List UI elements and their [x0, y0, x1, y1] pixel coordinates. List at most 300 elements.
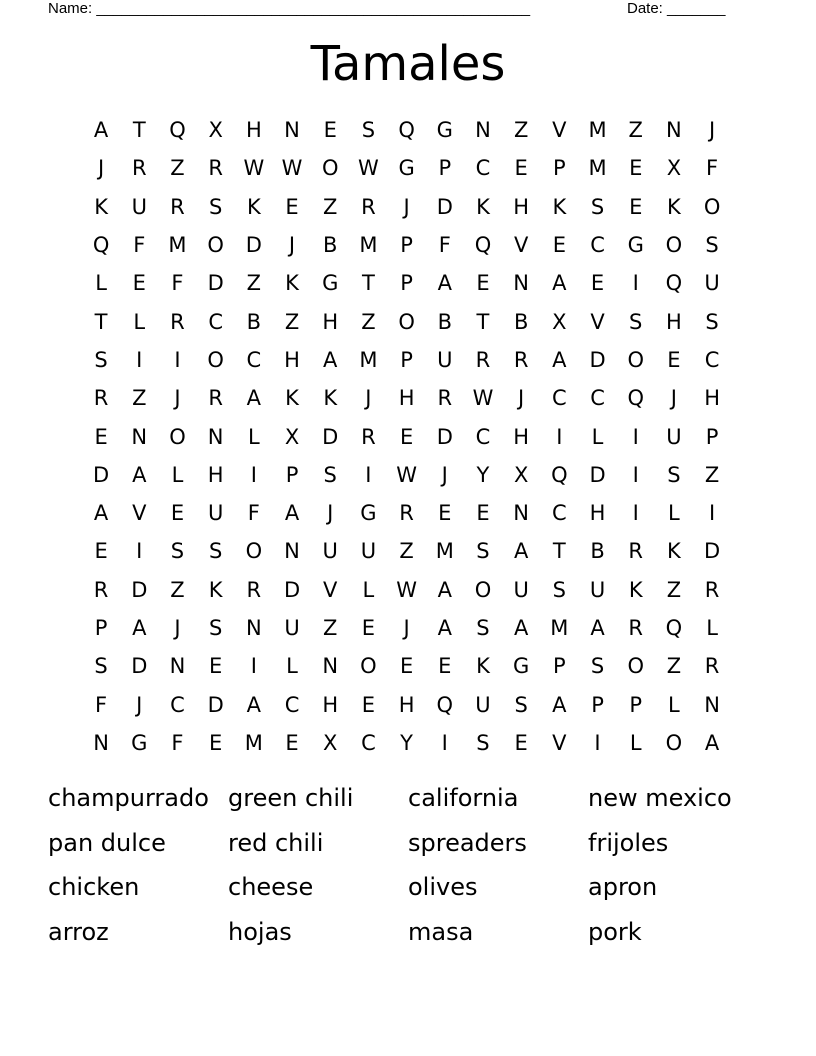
grid-cell: D: [589, 462, 606, 487]
grid-cell: P: [400, 347, 413, 372]
header-line: [48, 0, 748, 20]
grid-cell: H: [322, 309, 339, 334]
grid-cell: R: [170, 194, 185, 219]
grid-cell: L: [95, 271, 107, 296]
grid-cell: M: [550, 616, 569, 640]
grid-cell: I: [365, 462, 372, 487]
grid-cell: R: [361, 424, 376, 449]
grid-cell: R: [361, 194, 376, 219]
grid-cell: F: [95, 692, 108, 717]
grid-cell: R: [704, 654, 720, 679]
grid-cell: E: [514, 156, 528, 181]
grid-cell: Q: [169, 118, 186, 143]
grid-cell: Y: [476, 462, 490, 487]
grid-cell: J: [441, 462, 448, 487]
grid-cell: S: [476, 539, 490, 564]
grid-cell: U: [207, 501, 224, 526]
grid-cell: J: [403, 616, 410, 640]
grid-row: [82, 226, 732, 264]
word-bank-item: pan dulce: [48, 828, 166, 857]
grid-cell: N: [704, 692, 720, 717]
grid-cell: X: [666, 156, 682, 181]
grid-cell: R: [93, 577, 109, 602]
grid-cell: J: [670, 386, 677, 411]
grid-cell: Q: [551, 462, 568, 487]
grid-cell: Q: [474, 233, 492, 258]
grid-cell: M: [588, 118, 607, 143]
grid-cell: P: [285, 462, 299, 487]
grid-cell: T: [552, 539, 566, 564]
grid-cell: A: [552, 347, 567, 372]
grid-cell: H: [284, 347, 300, 372]
grid-cell: R: [628, 539, 644, 564]
grid-cell: L: [286, 654, 298, 679]
grid-cell: Q: [627, 386, 644, 411]
grid-cell: L: [629, 730, 642, 755]
grid-row: [82, 532, 732, 570]
grid-cell: M: [588, 156, 607, 181]
grid-cell: A: [437, 271, 452, 296]
grid-cell: R: [437, 386, 453, 411]
grid-cell: O: [207, 347, 224, 372]
grid-cell: P: [553, 654, 566, 679]
grid-cell: N: [245, 616, 262, 640]
grid-cell: E: [552, 233, 566, 258]
grid-cell: D: [589, 347, 606, 372]
grid-cell: J: [174, 616, 181, 640]
grid-cell: L: [668, 692, 680, 717]
grid-cell: I: [632, 271, 639, 296]
grid-cell: N: [131, 424, 148, 449]
grid-cell: P: [94, 616, 108, 640]
grid-cell: R: [246, 577, 262, 602]
grid-cell: I: [441, 730, 448, 755]
grid-cell: X: [284, 424, 300, 449]
grid-cell: S: [208, 194, 223, 219]
grid-cell: A: [437, 577, 452, 602]
grid-cell: X: [513, 462, 529, 487]
grid-cell: Q: [398, 118, 415, 143]
grid-cell: Z: [361, 309, 376, 334]
grid-cell: O: [665, 730, 683, 755]
grid-cell: F: [171, 730, 184, 755]
grid-cell: K: [208, 577, 223, 602]
grid-cell: V: [132, 501, 147, 526]
grid-cell: N: [93, 730, 109, 755]
grid-cell: G: [360, 501, 377, 526]
grid-cell: Z: [323, 194, 338, 219]
grid-cell: H: [513, 424, 530, 449]
grid-cell: R: [628, 616, 644, 640]
grid-cell: S: [705, 309, 719, 334]
grid-cell: W: [472, 386, 494, 411]
grid-cell: S: [514, 692, 528, 717]
grid-cell: V: [513, 233, 529, 258]
grid-cell: Q: [665, 616, 683, 640]
grid-cell: Z: [704, 462, 720, 487]
grid-cell: W: [396, 462, 417, 487]
grid-cell: O: [398, 309, 415, 334]
grid-cell: W: [358, 156, 379, 181]
grid-cell: H: [666, 309, 682, 334]
grid-row: [82, 685, 732, 723]
grid-cell: O: [245, 539, 263, 564]
grid-cell: A: [704, 730, 720, 755]
grid-cell: H: [704, 386, 720, 411]
grid-cell: S: [552, 577, 567, 602]
grid-cell: N: [666, 118, 682, 143]
grid-cell: Z: [246, 271, 262, 296]
grid-cell: N: [284, 118, 300, 143]
grid-cell: S: [590, 194, 605, 219]
grid-cell: W: [243, 156, 265, 181]
grid-row: [82, 149, 732, 187]
grid-cell: R: [513, 347, 529, 372]
grid-cell: E: [209, 730, 223, 755]
grid-row: [82, 647, 732, 685]
grid-cell: D: [436, 194, 453, 219]
grid-cell: A: [246, 386, 262, 411]
grid-cell: E: [361, 692, 376, 717]
grid-cell: L: [171, 462, 184, 487]
grid-cell: E: [361, 616, 376, 640]
grid-cell: K: [323, 386, 338, 411]
grid-cell: U: [704, 271, 720, 296]
grid-cell: D: [704, 539, 721, 564]
grid-cell: K: [246, 194, 261, 219]
grid-cell: M: [435, 539, 454, 564]
letter-grid: [82, 111, 732, 762]
grid-cell: S: [170, 539, 185, 564]
grid-cell: S: [323, 462, 337, 487]
grid-cell: X: [208, 118, 223, 143]
grid-cell: I: [632, 424, 639, 449]
grid-cell: S: [361, 118, 376, 143]
grid-cell: V: [552, 730, 567, 755]
grid-cell: D: [322, 424, 339, 449]
grid-cell: M: [359, 233, 378, 258]
grid-cell: K: [628, 577, 643, 602]
grid-cell: I: [708, 501, 716, 526]
grid-cell: A: [552, 692, 567, 717]
word-bank-item: pork: [588, 917, 642, 946]
grid-cell: K: [476, 654, 490, 679]
grid-cell: R: [399, 501, 414, 526]
word-bank-item: olives: [408, 873, 478, 901]
grid-cell: N: [475, 118, 491, 143]
grid-cell: W: [396, 577, 417, 602]
grid-cell: M: [359, 347, 378, 372]
word-bank-item: cheese: [228, 873, 314, 901]
grid-cell: Z: [170, 156, 185, 181]
grid-cell: T: [361, 271, 375, 296]
grid-cell: N: [513, 501, 530, 526]
grid-cell: E: [94, 539, 108, 564]
grid-cell: C: [284, 692, 300, 717]
grid-cell: Z: [666, 577, 682, 602]
grid-cell: C: [170, 692, 185, 717]
grid-cell: A: [93, 118, 109, 143]
grid-cell: H: [207, 462, 224, 487]
grid-row: [82, 111, 732, 149]
grid-cell: S: [94, 347, 108, 372]
grid-cell: R: [208, 386, 223, 411]
grid-cell: Z: [628, 118, 643, 143]
word-bank-item: green chili: [228, 784, 354, 812]
grid-row: [82, 379, 732, 417]
grid-cell: F: [133, 233, 146, 258]
grid-cell: U: [475, 692, 491, 717]
grid-cell: A: [246, 692, 262, 717]
grid-cell: L: [706, 616, 718, 640]
grid-cell: J: [327, 501, 334, 526]
grid-cell: P: [629, 692, 643, 717]
grid-cell: D: [131, 654, 148, 679]
grid-cell: D: [245, 233, 262, 258]
grid-cell: O: [627, 654, 644, 679]
grid-cell: R: [131, 156, 147, 181]
grid-cell: N: [322, 654, 339, 679]
grid-cell: C: [552, 501, 567, 526]
grid-cell: C: [590, 386, 605, 411]
grid-cell: X: [552, 309, 567, 334]
word-bank-item: chicken: [48, 873, 140, 901]
grid-cell: I: [632, 462, 639, 487]
grid-cell: J: [97, 156, 105, 181]
word-bank-item: red chili: [228, 828, 324, 857]
grid-cell: I: [632, 501, 639, 526]
grid-cell: A: [93, 501, 109, 526]
grid-cell: E: [476, 271, 490, 296]
grid-cell: E: [590, 271, 605, 296]
grid-cell: Q: [665, 271, 683, 296]
grid-cell: Z: [399, 539, 414, 564]
grid-cell: C: [246, 347, 262, 372]
grid-cell: W: [281, 156, 303, 181]
grid-cell: S: [476, 616, 490, 640]
grid-row: [82, 341, 732, 379]
grid-row: [82, 456, 732, 494]
date-field: Date: _______: [627, 0, 726, 17]
grid-cell: O: [360, 654, 377, 679]
grid-cell: S: [667, 462, 681, 487]
page-title: Tamales: [310, 36, 506, 92]
grid-cell: C: [475, 156, 491, 181]
word-bank-item: new mexico: [588, 784, 732, 812]
grid-cell: D: [436, 424, 453, 449]
grid-cell: I: [136, 539, 143, 564]
grid-cell: U: [131, 194, 147, 219]
grid-cell: K: [285, 386, 299, 411]
grid-cell: N: [207, 424, 224, 449]
grid-cell: B: [246, 309, 262, 334]
grid-cell: I: [594, 730, 601, 755]
grid-row: [82, 571, 732, 609]
grid-cell: D: [131, 577, 148, 602]
grid-cell: H: [322, 692, 339, 717]
grid-cell: G: [513, 654, 530, 679]
grid-cell: T: [132, 118, 146, 143]
grid-cell: C: [552, 386, 567, 411]
grid-cell: L: [247, 424, 260, 449]
grid-cell: F: [171, 271, 184, 296]
grid-cell: E: [132, 271, 146, 296]
grid-cell: I: [250, 462, 257, 487]
grid-cell: E: [170, 501, 185, 526]
grid-cell: A: [132, 462, 147, 487]
grid-cell: A: [552, 271, 567, 296]
grid-cell: J: [288, 233, 296, 258]
grid-cell: E: [94, 424, 108, 449]
grid-cell: L: [133, 309, 146, 334]
grid-cell: H: [589, 501, 606, 526]
name-field: Name: ____________________________________________________: [48, 0, 531, 17]
grid-cell: I: [174, 347, 181, 372]
grid-cell: V: [323, 577, 338, 602]
grid-cell: A: [513, 539, 529, 564]
grid-cell: K: [94, 194, 108, 219]
grid-cell: G: [627, 233, 644, 258]
grid-cell: P: [438, 156, 452, 181]
grid-cell: J: [518, 386, 525, 411]
grid-cell: E: [476, 501, 490, 526]
word-bank-item: spreaders: [408, 828, 527, 857]
grid-cell: O: [665, 233, 683, 258]
grid-cell: E: [438, 501, 452, 526]
grid-cell: J: [174, 386, 181, 411]
grid-cell: B: [513, 309, 529, 334]
grid-cell: U: [589, 577, 606, 602]
grid-cell: N: [284, 539, 300, 564]
grid-cell: Y: [400, 730, 413, 755]
grid-cell: V: [590, 309, 605, 334]
grid-cell: Z: [284, 309, 300, 334]
grid-cell: K: [667, 539, 681, 564]
grid-cell: J: [136, 692, 143, 717]
grid-cell: S: [590, 654, 605, 679]
grid-row: [82, 417, 732, 455]
grid-cell: O: [703, 194, 721, 219]
grid-cell: U: [437, 347, 453, 372]
grid-row: [82, 609, 732, 647]
grid-cell: H: [245, 118, 262, 143]
word-bank-item: apron: [588, 873, 658, 901]
grid-cell: J: [708, 118, 716, 143]
grid-cell: E: [323, 118, 337, 143]
word-bank-item: hojas: [228, 917, 292, 946]
grid-cell: O: [207, 233, 224, 258]
grid-cell: G: [436, 118, 453, 143]
grid-cell: Z: [170, 577, 185, 602]
grid-cell: S: [94, 654, 108, 679]
grid-cell: C: [590, 233, 605, 258]
grid-cell: X: [323, 730, 338, 755]
word-bank-item: arroz: [48, 917, 109, 946]
grid-cell: R: [208, 156, 223, 181]
grid-cell: Q: [92, 233, 110, 258]
grid-cell: L: [668, 501, 680, 526]
grid-row: [82, 494, 732, 532]
grid-cell: K: [667, 194, 681, 219]
grid-row: [82, 264, 732, 302]
grid-cell: C: [361, 730, 376, 755]
grid-cell: N: [169, 654, 186, 679]
grid-cell: R: [704, 577, 720, 602]
grid-cell: Z: [513, 118, 529, 143]
grid-cell: A: [437, 616, 452, 640]
grid-cell: G: [131, 730, 148, 755]
grid-cell: F: [438, 233, 451, 258]
grid-cell: R: [93, 386, 109, 411]
grid-row: [82, 302, 732, 340]
grid-cell: D: [93, 462, 110, 487]
grid-cell: K: [285, 271, 299, 296]
word-bank-item: frijoles: [588, 828, 669, 857]
grid-cell: E: [399, 424, 414, 449]
grid-cell: V: [552, 118, 567, 143]
grid-cell: U: [513, 577, 529, 602]
grid-cell: E: [629, 194, 643, 219]
grid-cell: M: [168, 233, 187, 258]
grid-cell: P: [591, 692, 604, 717]
grid-cell: F: [706, 156, 719, 181]
grid-cell: D: [283, 577, 301, 602]
grid-cell: G: [398, 156, 415, 181]
grid-row: [82, 724, 732, 762]
grid-cell: S: [476, 730, 490, 755]
grid-cell: E: [438, 654, 452, 679]
grid-cell: U: [322, 539, 338, 564]
grid-cell: O: [627, 347, 644, 372]
grid-cell: D: [207, 692, 224, 717]
grid-cell: E: [667, 347, 681, 372]
grid-cell: E: [285, 730, 299, 755]
grid-cell: A: [323, 347, 338, 372]
grid-cell: F: [247, 501, 260, 526]
word-bank-item: california: [408, 784, 519, 812]
grid-cell: U: [360, 539, 377, 564]
grid-cell: U: [666, 424, 682, 449]
grid-cell: I: [556, 424, 563, 449]
grid-cell: B: [437, 309, 452, 334]
grid-cell: I: [250, 654, 257, 679]
grid-cell: I: [136, 347, 143, 372]
grid-cell: P: [400, 271, 413, 296]
grid-cell: J: [403, 194, 410, 219]
word-bank-item: masa: [408, 917, 474, 946]
grid-cell: H: [513, 194, 530, 219]
grid-cell: E: [629, 156, 643, 181]
grid-cell: A: [513, 616, 529, 640]
grid-cell: E: [285, 194, 299, 219]
grid-cell: B: [323, 233, 338, 258]
grid-cell: S: [208, 616, 223, 640]
grid-cell: A: [590, 616, 605, 640]
grid-cell: Z: [323, 616, 338, 640]
grid-cell: M: [244, 730, 263, 755]
grid-cell: P: [400, 233, 413, 258]
grid-cell: R: [475, 347, 491, 372]
grid-cell: C: [704, 347, 720, 372]
grid-cell: Z: [132, 386, 147, 411]
grid-cell: S: [629, 309, 643, 334]
grid-cell: T: [94, 309, 108, 334]
grid-cell: C: [475, 424, 491, 449]
grid-cell: A: [132, 616, 147, 640]
grid-row: [82, 188, 732, 226]
grid-cell: E: [209, 654, 223, 679]
grid-cell: L: [591, 424, 604, 449]
